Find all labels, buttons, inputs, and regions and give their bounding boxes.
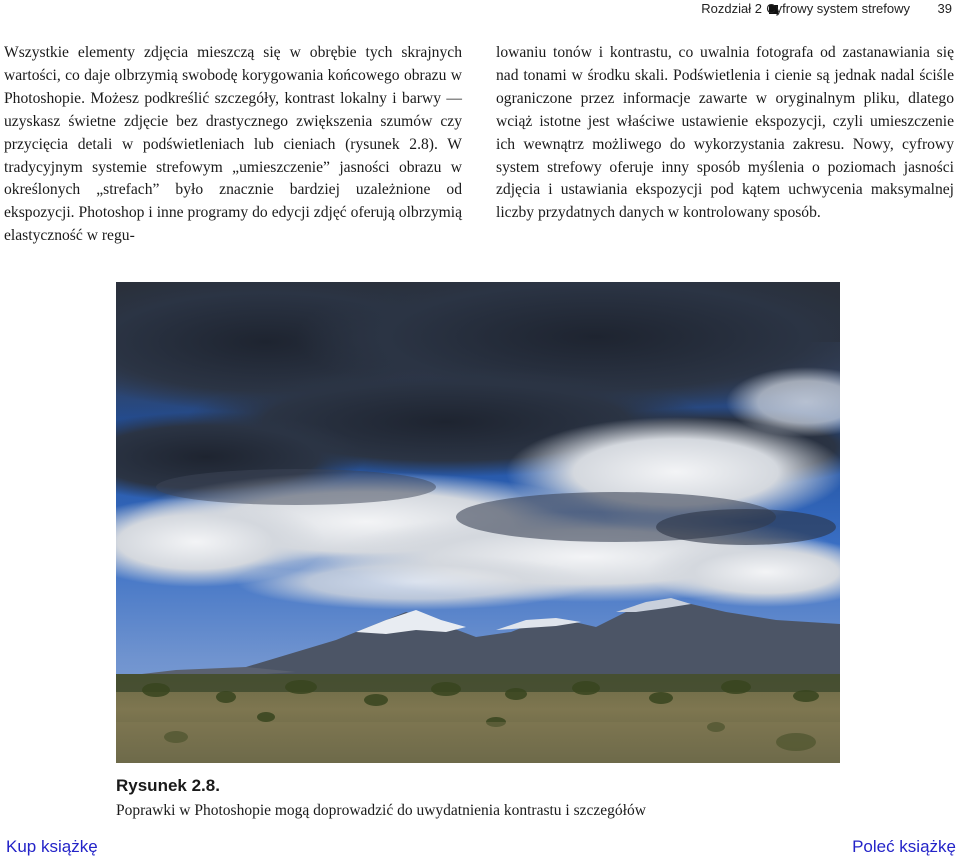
chapter-title: Rozdział 2 [701,1,762,16]
figure-photo [116,282,840,763]
figure-caption: Poprawki w Photoshopie mogą doprowadzić do uwydatnienia kontrastu i szczegółów [116,802,646,819]
body-text-left-column: Wszystkie elementy zdjęcia mieszczą się w obrębie tych skrajnych wartości, co daje olbrzymią swobodę korygowania końcowego obrazu w Photoshopie. Możesz podkreślić szczegóły, kontrast lokalny i barwy — uzyskasz świetne zdjęcie bez drastycznego zwiększenia szumów czy przycięcia detali w podświetleniach lub cieniach (rysunek 2.8). W tradycyjnym systemie strefowym „umieszczenie” jasności obrazu w określonych „strefach” było znacznie bardziej uzależnione od ekspozycji. Photoshop i inne programy do edycji zdjęć oferują olbrzymią elastyczność w regu- [4,44,462,245]
landscape-photo-icon [116,282,840,763]
section-title: Cyfrowy system strefowy [766,1,910,16]
recommend-book-link[interactable]: Poleć książkę [852,837,956,856]
page-number: 39 [937,1,952,16]
figure-label: Rysunek 2.8. [116,776,220,795]
page-header [0,0,960,18]
buy-book-link[interactable]: Kup książkę [6,837,98,856]
body-text-right-column: lowaniu tonów i kontrastu, co uwalnia fotografa od zastanawiania się nad tonami w środku skali. Podświetlenia i cienie są jednak nadal ściśle ograniczone przez informacje zawarte w oryginalnym pliku, dlatego wciąż istotne jest właściwe ustawienie ekspozycji, czyli umieszczenie ich wewnątrz możliwego do wykorzystania zakresu. Nowy, cyfrowy system strefowy oferuje inny sposób myślenia o poziomach jasności zdjęcia i ustawiania ekspozycji pod kątem uchwycenia maksymalnej liczby przydatnych danych w kontrolowany sposób. [496,44,954,222]
